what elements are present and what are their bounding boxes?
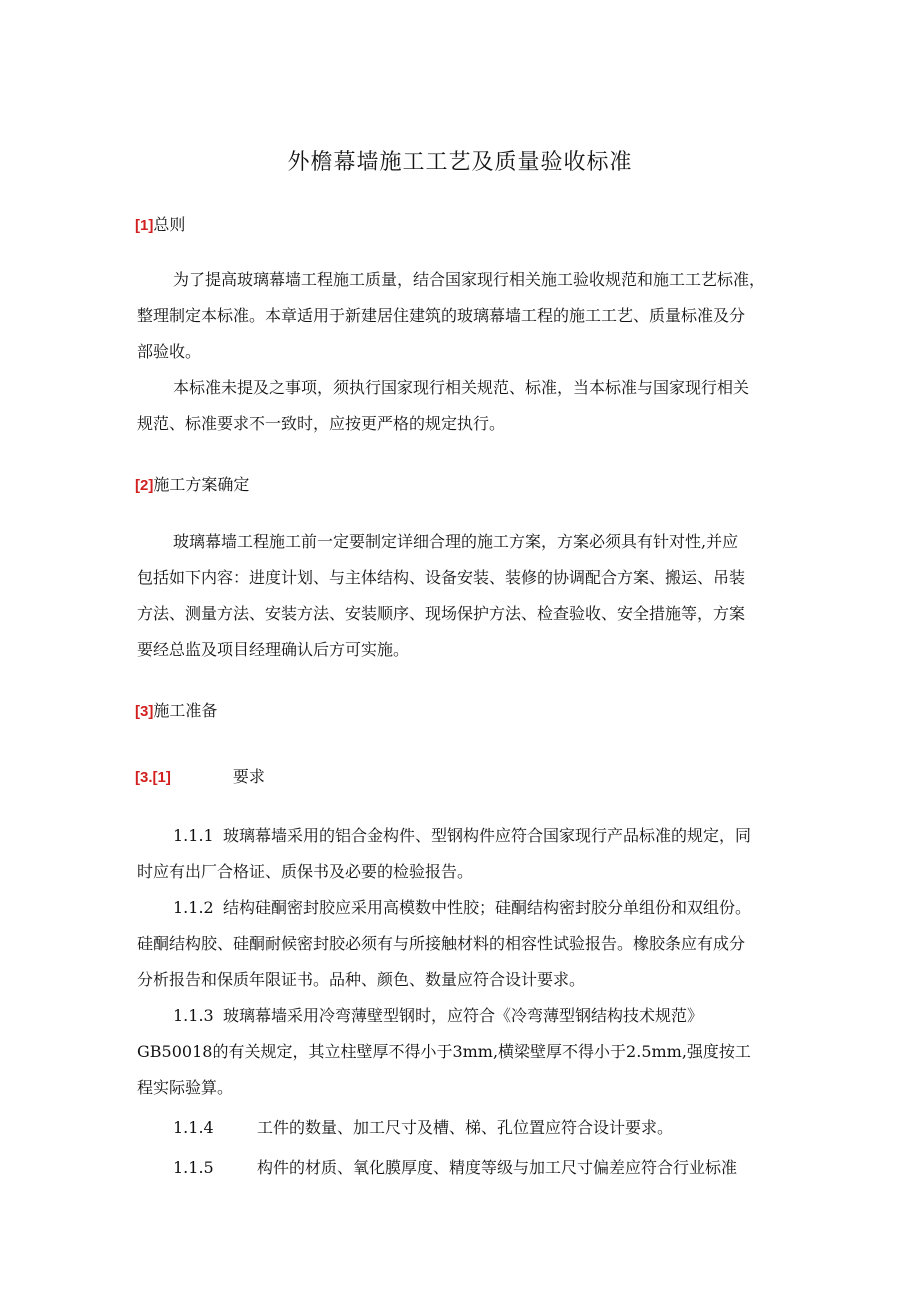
text-line: 为了提高玻璃幕墙工程施工质量，结合国家现行相关施工验收规范和施工工艺标准，: [173, 270, 766, 289]
item-number: 1.1.3: [173, 1006, 214, 1025]
item-1-1-4: [137, 1110, 787, 1146]
subsection-heading-3-1: [135, 764, 265, 787]
item-1-1-5: [137, 1150, 787, 1186]
text-line: 分析报告和保质年限证书。品种、颜色、数量应符合设计要求。: [137, 970, 586, 989]
text-line: 玻璃幕墙采用冷弯薄壁型钢时，应符合《冷弯薄型钢结构技术规范》: [223, 1006, 704, 1025]
text-line: 时应有出厂合格证、质保书及必要的检验报告。: [137, 862, 474, 881]
text-line: 包括如下内容：进度计划、与主体结构、设备安装、装修的协调配合方案、搬运、吊装: [137, 568, 746, 587]
item-1-1-2: [137, 890, 787, 998]
item-1-1-1: [137, 818, 787, 890]
text-line: 构件的材质、氧化膜厚度、精度等级与加工尺寸偏差应符合行业标准: [257, 1158, 738, 1177]
item-1-1-3: [137, 998, 787, 1106]
text-line: 要经总监及项目经理确认后方可实施。: [137, 640, 410, 659]
text-line: 玻璃幕墙工程施工前一定要制定详细合理的施工方案，方案必须具有针对性,并应: [173, 532, 739, 551]
item-number: 1.1.5: [173, 1158, 214, 1177]
section-number: [1]: [135, 217, 154, 234]
section-label: 要求: [232, 767, 265, 786]
text-line: 结构硅酮密封胶应采用高模数中性胶；硅酮结构密封胶分单组份和双组份。: [223, 898, 752, 917]
paragraph: [137, 524, 787, 668]
item-number: 1.1.2: [173, 898, 214, 917]
text-line: 部验收。: [137, 342, 202, 361]
section-label: 施工准备: [153, 701, 218, 720]
text-line: 整理制定本标准。本章适用于新建居住建筑的玻璃幕墙工程的施工工艺、质量标准及分: [137, 306, 746, 325]
section-heading-1: [135, 212, 185, 235]
item-number: 1.1.4: [173, 1118, 214, 1137]
section-label: 总则: [153, 215, 186, 234]
text-line: 工件的数量、加工尺寸及槽、梯、孔位置应符合设计要求。: [257, 1118, 674, 1137]
section-number: [3]: [135, 703, 154, 720]
text-line: 玻璃幕墙采用的铝合金构件、型钢构件应符合国家现行产品标准的规定，同: [223, 826, 752, 845]
section-number: [3.[1]: [135, 769, 171, 786]
paragraph: [137, 262, 787, 442]
text-line: GB50018的有关规定，其立柱壁厚不得小于3mm,横梁壁厚不得小于2.5mm,强度按工: [137, 1042, 751, 1061]
text-line: 程实际验算。: [137, 1078, 234, 1097]
document-title: 外檐幕墙施工工艺及质量验收标准: [287, 150, 633, 175]
text-line: 方法、测量方法、安装方法、安装顺序、现场保护方法、检查验收、安全措施等，方案: [137, 604, 746, 623]
section-heading-2: [135, 472, 249, 495]
section-heading-3: [135, 698, 217, 721]
section-number: [2]: [135, 477, 154, 494]
section-label: 施工方案确定: [153, 475, 250, 494]
text-line: 本标准未提及之事项，须执行国家现行相关规范、标准，当本标准与国家现行相关: [173, 378, 750, 397]
item-number: 1.1.1: [173, 826, 214, 845]
text-line: 硅酮结构胶、硅酮耐候密封胶必须有与所接触材料的相容性试验报告。橡胶条应有成分: [137, 934, 746, 953]
text-line: 规范、标准要求不一致时，应按更严格的规定执行。: [137, 414, 506, 433]
